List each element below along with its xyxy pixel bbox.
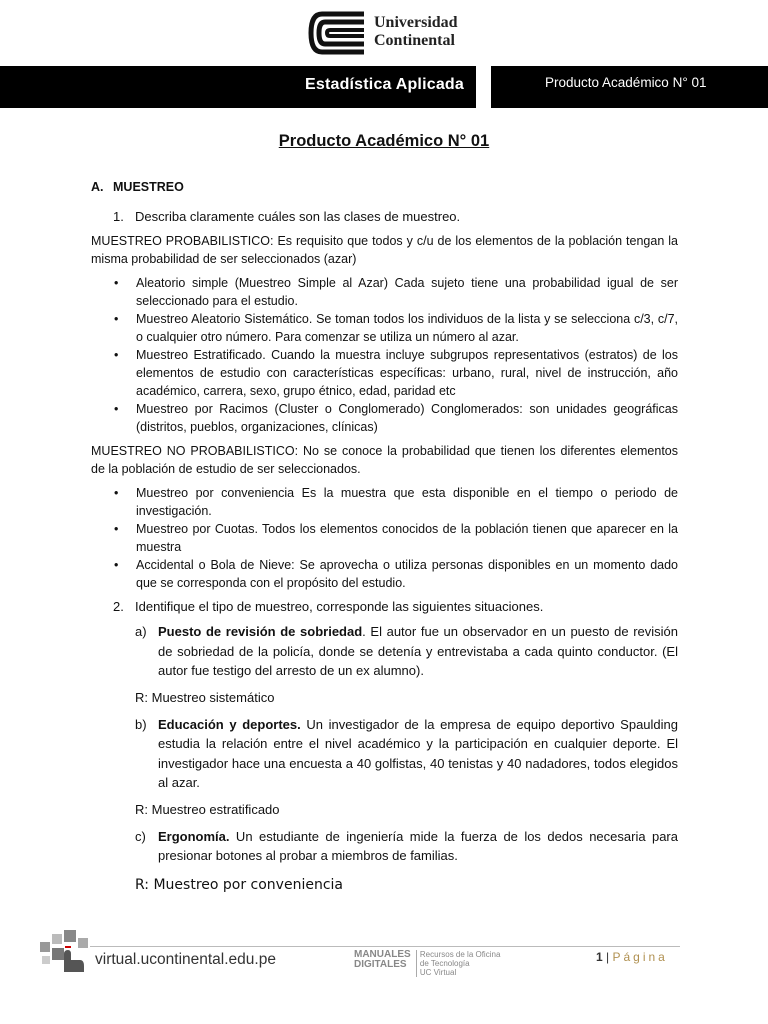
- list-item-text: Accidental o Bola de Nieve: Se aprovecha o utiliza personas disponibles en un momento dado que se corresponda con el propósito del estudio.: [136, 558, 678, 590]
- case-heading: Educación y deportes.: [158, 716, 301, 732]
- case-text: . El autor fue un observador en un puesto de revisión de sobriedad de la policía, donde se detenía y entrevistaba a cada quinto conductor. (El autor fue testigo del arresto de un ex alumno).: [158, 624, 678, 678]
- probabilistic-intro: MUESTREO PROBABILISTICO: Es requisito que todos y c/u de los elementos de la población tengan la misma probabilidad de ser seleccionados (azar): [91, 234, 678, 266]
- list-item-text: Muestreo Aleatorio Sistemático. Se toman todos los individuos de la lista y se selecciona c/3, c/7, o cualquier otro número. Para comenzar se utiliza un número al azar.: [136, 312, 678, 344]
- document-title: Producto Académico N° 01: [278, 132, 490, 150]
- university-logo: [308, 10, 478, 58]
- case-a-answer: R: Muestreo sistemático: [135, 689, 275, 705]
- question-number: 1.: [113, 209, 124, 224]
- question-text: Identifique el tipo de muestreo, corresponde las siguientes situaciones.: [135, 599, 544, 614]
- section-number: A.: [91, 180, 104, 194]
- case-letter: c): [135, 828, 146, 844]
- case-text: Un estudiante de ingeniería mide la fuerza de los dedos necesaria para presionar botones al probar a miembros de familias.: [158, 828, 678, 863]
- case-b: [135, 715, 678, 793]
- recursos-line-1: Recursos de la Oficina: [419, 950, 501, 959]
- list-item: [114, 556, 678, 592]
- page-separator: |: [602, 950, 613, 964]
- list-item-text: Muestreo por Cuotas. Todos los elementos conocidos de la población tienen que aparecer en la muestra: [136, 522, 678, 554]
- manuales-line-1: MANUALES: [354, 949, 411, 960]
- page-number: 1: [596, 950, 603, 964]
- list-item: [114, 520, 678, 556]
- bullet-icon: •: [114, 558, 119, 572]
- case-c-answer: R: Muestreo por conveniencia: [135, 876, 343, 893]
- non-probabilistic-intro: MUESTREO NO PROBABILISTICO: No se conoce la probabilidad que tienen los diferentes elementos de la población de estudio de ser seleccionados.: [91, 444, 678, 476]
- product-band: [491, 66, 768, 108]
- list-item: [114, 400, 678, 436]
- section-heading: [91, 178, 678, 196]
- page-word: Página: [612, 950, 668, 964]
- bullet-icon: •: [114, 348, 119, 362]
- footer-divider: [90, 946, 680, 947]
- case-b-answer: R: Muestreo estratificado: [135, 801, 280, 817]
- question-text: Describa claramente cuáles son las clases de muestreo.: [135, 209, 461, 224]
- case-heading: Ergonomía.: [158, 828, 230, 844]
- non-probabilistic-list: [91, 484, 678, 592]
- list-item-text: Aleatorio simple (Muestreo Simple al Azar) Cada sujeto tiene una probabilidad igual de ser seleccionado para el estudio.: [136, 276, 678, 308]
- case-heading: Puesto de revisión de sobriedad: [158, 624, 363, 639]
- logo-line-1: Universidad: [374, 14, 458, 31]
- case-text: Un investigador de la empresa de equipo deportivo Spaulding estudia la relación entre el nivel académico y la participación en cualquier deporte. El investigador hace una encuesta a 40 golfistas, 40 tenistas y 40 nadadores, todos elegidos al azar.: [158, 716, 679, 790]
- list-item: [114, 484, 678, 520]
- page-indicator: [596, 950, 668, 964]
- bullet-icon: •: [114, 312, 119, 326]
- product-label: Producto Académico N° 01: [545, 75, 707, 90]
- logo-text: [374, 14, 458, 50]
- list-item: [114, 346, 678, 400]
- logo-line-2: Continental: [374, 32, 455, 49]
- recursos-line-2: de Tecnología: [419, 959, 470, 968]
- list-item-text: Muestreo Estratificado. Cuando la muestra incluye subgrupos representativos (estratos) de los elementos de estudio con características específicas: urbano, rural, nivel de instrucción, año académico, carrera, sexo, grupo étnico, edad, paridad etc: [136, 348, 678, 398]
- section-label: MUESTREO: [113, 180, 184, 194]
- recursos-line-3: UC Virtual: [419, 968, 457, 977]
- list-item: [114, 274, 678, 310]
- question-2: [113, 598, 678, 616]
- question-number: 2.: [113, 599, 124, 614]
- hand-touch-icon: [38, 930, 92, 974]
- manuales-line-2: DIGITALES: [354, 959, 407, 970]
- case-c: [135, 827, 678, 866]
- footer-url: virtual.ucontinental.edu.pe: [95, 951, 276, 968]
- uc-logo-icon: [308, 10, 366, 56]
- course-band: [0, 66, 476, 108]
- case-a: [135, 622, 678, 681]
- course-title: Estadística Aplicada: [304, 76, 464, 93]
- list-item: [114, 310, 678, 346]
- manuales-digitales-logo: [354, 950, 500, 977]
- list-item-text: Muestreo por conveniencia Es la muestra que esta disponible en el tiempo o periodo de investigación.: [136, 486, 678, 518]
- probabilistic-list: [91, 274, 678, 436]
- document-body: [91, 178, 678, 894]
- bullet-icon: •: [114, 402, 119, 416]
- case-letter: b): [135, 716, 147, 732]
- bullet-icon: •: [114, 486, 119, 500]
- bullet-icon: •: [114, 522, 119, 536]
- list-item-text: Muestreo por Racimos (Cluster o Conglomerado) Conglomerados: son unidades geográficas (distritos, pueblos, organizaciones, clínicas): [136, 402, 678, 434]
- case-letter: a): [135, 624, 147, 639]
- bullet-icon: •: [114, 276, 119, 290]
- question-1: [113, 208, 678, 226]
